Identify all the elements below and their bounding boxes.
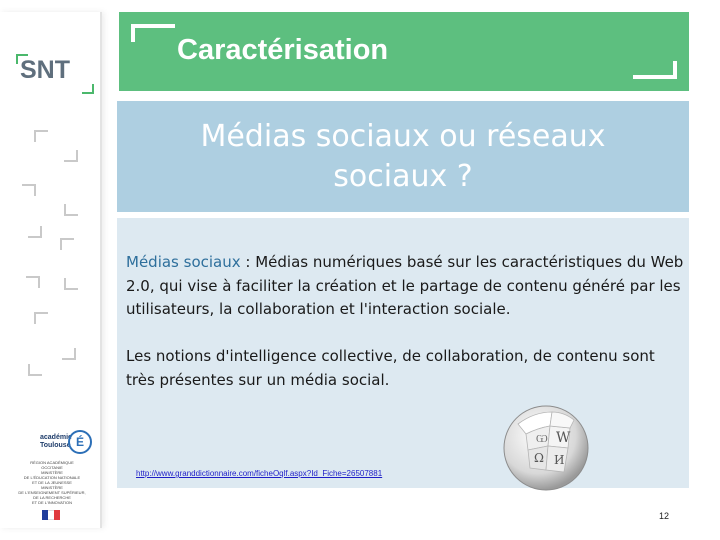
definition-text: : Médias numériques basé sur les caractéristiques du Web 2.0, qui vise à faciliter la création et le partage de contenu généré par les utilisateurs, la collaboration et l'interaction sociale. [126, 253, 684, 318]
decorative-bracket [64, 278, 78, 290]
academy-logo [12, 428, 92, 528]
logo-bracket [82, 84, 94, 94]
section-header [119, 12, 689, 91]
academy-e-icon: É [68, 430, 92, 454]
decorative-bracket [28, 226, 42, 238]
decorative-bracket [64, 150, 78, 162]
slide-title-box [117, 101, 689, 212]
svg-text:Ѡ: Ѡ [536, 434, 548, 445]
sidebar [0, 12, 102, 528]
source-link[interactable]: http://www.granddictionnaire.com/ficheOqlf.aspx?Id_Fiche=26507881 [136, 469, 383, 478]
svg-text:W: W [556, 430, 571, 446]
slide-title: Médias sociaux ou réseaux sociaux ? [200, 118, 606, 194]
header-bracket [633, 61, 677, 79]
decorative-bracket [34, 312, 48, 324]
decorative-bracket [28, 364, 42, 376]
svg-text:И: И [554, 453, 565, 467]
wikipedia-globe-icon [498, 398, 594, 494]
decorative-bracket [22, 184, 36, 196]
decorative-bracket [26, 276, 40, 288]
snt-logo: SNT [20, 56, 70, 84]
ministry-text: RÉGION ACADÉMIQUE OCCITANIE MINISTÈRE DE L'ÉDUCATION NATIONALE ET DE LA JEUNESSE MINISTÈRE DE L'ENSEIGNEMENT SUPÉRIEUR, DE LA RECHERCHE ET DE L'INNOVATION [18, 460, 86, 505]
header-bracket [131, 24, 175, 42]
definition-paragraph [126, 251, 686, 322]
decorative-bracket [60, 238, 74, 250]
french-flag-icon [42, 510, 60, 520]
decorative-bracket [34, 130, 48, 142]
page-number: 12 [659, 511, 670, 521]
notions-paragraph: Les notions d'intelligence collective, de collaboration, de contenu sont très présentes sur un média social. [126, 347, 655, 389]
section-title: Caractérisation [177, 34, 389, 66]
svg-text:Ω: Ω [534, 451, 544, 465]
decorative-bracket [62, 348, 76, 360]
decorative-bracket [64, 204, 78, 216]
definition-term: Médias sociaux [126, 253, 241, 271]
academy-name: académie Toulouse [40, 434, 72, 449]
content-box [117, 218, 689, 488]
